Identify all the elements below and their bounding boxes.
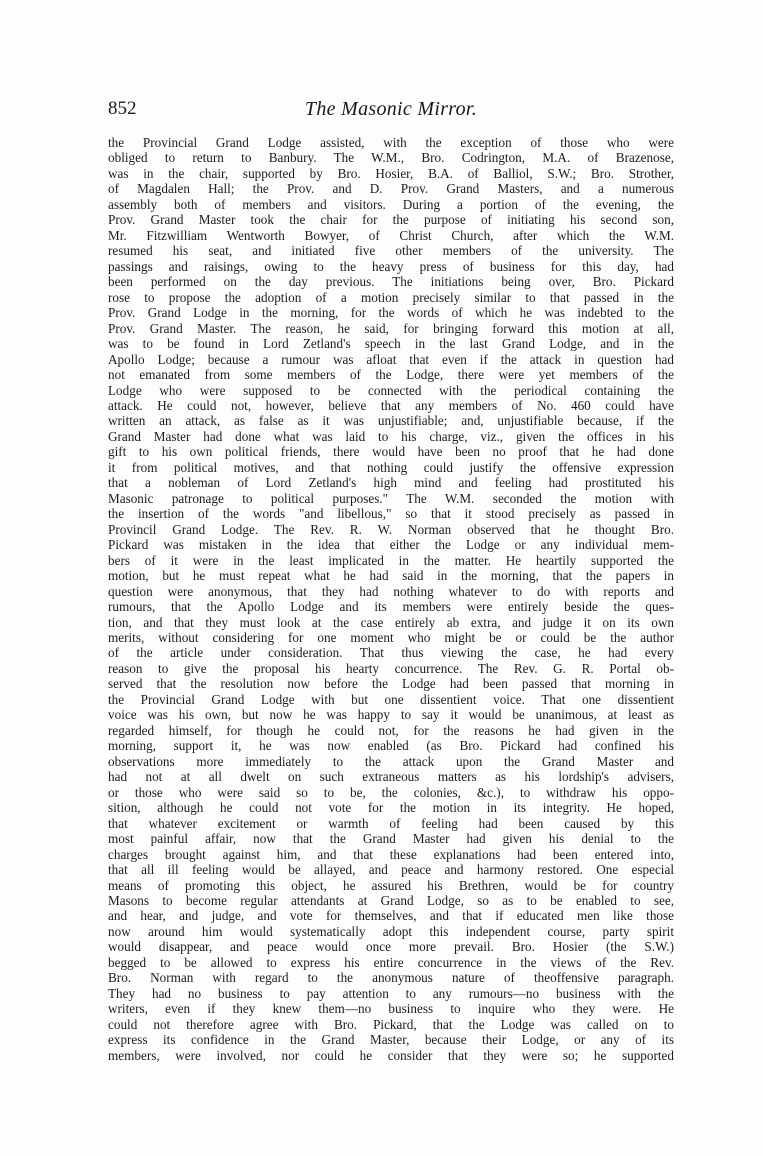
text-line: attack. He could not, however, believe that any members of No. 460 could have [108, 397, 674, 413]
text-line: of the article under consideration. That thus viewing the case, he had every [108, 645, 674, 661]
text-line: Pickard was mistaken in the idea that either the Lodge or any individual mem- [108, 537, 674, 553]
text-line: the insertion of the words "and libellous," so that it stood precisely as passed in [108, 506, 674, 522]
text-line: served that the resolution now before the Lodge had been passed that morning in [108, 676, 674, 692]
text-line: could not therefore agree with Bro. Pickard, that the Lodge was called on to [108, 1016, 674, 1032]
text-line: rose to propose the adoption of a motion precisely similar to that passed in the [108, 289, 674, 305]
text-line: question were anonymous, that they had nothing whatever to do with reports and [108, 583, 674, 599]
text-line: been performed on the day previous. The initiations being over, Bro. Pickard [108, 274, 674, 290]
text-line: Mr. Fitzwilliam Wentworth Bowyer, of Christ Church, after which the W.M. [108, 227, 674, 243]
text-line: They had no business to pay attention to any rumours—no business with the [108, 985, 674, 1001]
text-line: that whatever excitement or warmth of feeling had been caused by this [108, 815, 674, 831]
text-line: Apollo Lodge; because a rumour was afloat that even if the attack in question had [108, 351, 674, 367]
text-line: morning, support it, he was now enabled (as Bro. Pickard had confined his [108, 738, 674, 754]
text-line: gift to his own political friends, there would have been no proof that he had done [108, 444, 674, 460]
text-line: assembly both of members and visitors. During a portion of the evening, the [108, 196, 674, 212]
text-line: Prov. Grand Master took the chair for the purpose of initiating his second son, [108, 212, 674, 228]
text-line: observations more immediately to the attack upon the Grand Master and [108, 753, 674, 769]
text-line: sition, although he could not vote for the motion in its integrity. He hoped, [108, 800, 674, 816]
text-line: Prov. Grand Lodge in the morning, for the words of which he was indebted to the [108, 305, 674, 321]
text-line: passings and raisings, owing to the heavy press of business for this day, had [108, 258, 674, 274]
text-line: that a nobleman of Lord Zetland's high mind and feeling had prostituted his [108, 475, 674, 491]
text-line: that all ill feeling would be allayed, and peace and harmony restored. One especial [108, 862, 674, 878]
text-line: was to be found in Lord Zetland's speech in the last Grand Lodge, and in the [108, 336, 674, 352]
text-line: or those who were said so to be, the colonies, &c.), to withdraw his oppo- [108, 784, 674, 800]
text-line: motion, but he must repeat what he had said in the morning, that the papers in [108, 568, 674, 584]
text-line: rumours, that the Apollo Lodge and its members were entirely beside the ques- [108, 599, 674, 615]
text-line: most painful affair, now that the Grand Master had given his denial to the [108, 831, 674, 847]
text-line: Bro. Norman with regard to the anonymous nature of theoffensive paragraph. [108, 970, 674, 986]
journal-title: The Masonic Mirror. [304, 98, 478, 120]
text-line: resumed his seat, and initiated five other members of the university. The [108, 243, 674, 259]
text-line: was in the chair, supported by Bro. Hosier, B.A. of Balliol, S.W.; Bro. Strother, [108, 165, 674, 181]
text-line: merits, without considering for one moment who might be or could be the author [108, 630, 674, 645]
text-line: Masons to become regular attendants at Grand Lodge, so as to be enabled to see, [108, 892, 674, 908]
text-line: the Provincial Grand Lodge assisted, with the exception of those who were [108, 135, 674, 150]
text-line: had not at all dwelt on such extraneous matters as his lordship's advisers, [108, 769, 674, 785]
text-line: written an attack, as false as it was unjustifiable; and, unjustifiable because, if the [108, 413, 674, 429]
text-line: writers, even if they knew them—no business to inquire who they were. He [108, 1001, 674, 1017]
text-line: obliged to return to Banbury. The W.M., Bro. Codrington, M.A. of Brazenose, [108, 150, 674, 166]
text-line: means of promoting this object, he assured his Brethren, would be for country [108, 877, 674, 893]
text-line: charges brought against him, and that these explanations had been entered into, [108, 846, 674, 862]
text-line: begged to be allowed to express his entire concurrence in the views of the Rev. [108, 954, 674, 970]
article-body [108, 135, 674, 1063]
text-line: Prov. Grand Master. The reason, he said, for bringing forward this motion at all, [108, 320, 674, 336]
page-number: 852 [108, 98, 137, 119]
running-head [108, 98, 674, 126]
text-line: express its confidence in the Grand Master, because their Lodge, or any of its [108, 1032, 674, 1048]
text-line: of Magdalen Hall; the Prov. and D. Prov. Grand Masters, and a numerous [108, 181, 674, 197]
text-line: Provincil Grand Lodge. The Rev. R. W. Norman observed that he thought Bro. [108, 521, 674, 537]
text-line: not emanated from some members of the Lodge, there were yet members of the [108, 367, 674, 383]
text-line: Masonic patronage to political purposes." The W.M. seconded the motion with [108, 490, 674, 506]
text-line: and hear, and judge, and vote for themselves, and that if educated men like those [108, 908, 674, 924]
text-line: regarded himself, for though he could not, for the reasons he had given in the [108, 722, 674, 738]
text-line: it from political motives, and that nothing could justify the offensive expression [108, 459, 674, 475]
text-line: the Provincial Grand Lodge with but one dissentient voice. That one dissentient [108, 691, 674, 707]
text-line: members, were involved, nor could he consider that they were so; he supported [108, 1047, 674, 1063]
text-line: Grand Master had done what was laid to his charge, viz., given the offices in his [108, 428, 674, 444]
text-line: Lodge who were supposed to be connected with the periodical containing the [108, 382, 674, 398]
text-line: reason to give the proposal his hearty concurrence. The Rev. G. R. Portal ob- [108, 660, 674, 676]
text-line: tion, and that they must look at the case entirely ab extra, and judge it on its own [108, 614, 674, 630]
text-line: would disappear, and peace would once more prevail. Bro. Hosier (the S.W.) [108, 939, 674, 955]
text-line: bers of it were in the least implicated in the matter. He heartily supported the [108, 552, 674, 568]
text-line: voice was his own, but now he was happy to say it would be unanimous, at least as [108, 707, 674, 723]
text-line: now around him would systematically adopt this independent course, party spirit [108, 923, 674, 939]
